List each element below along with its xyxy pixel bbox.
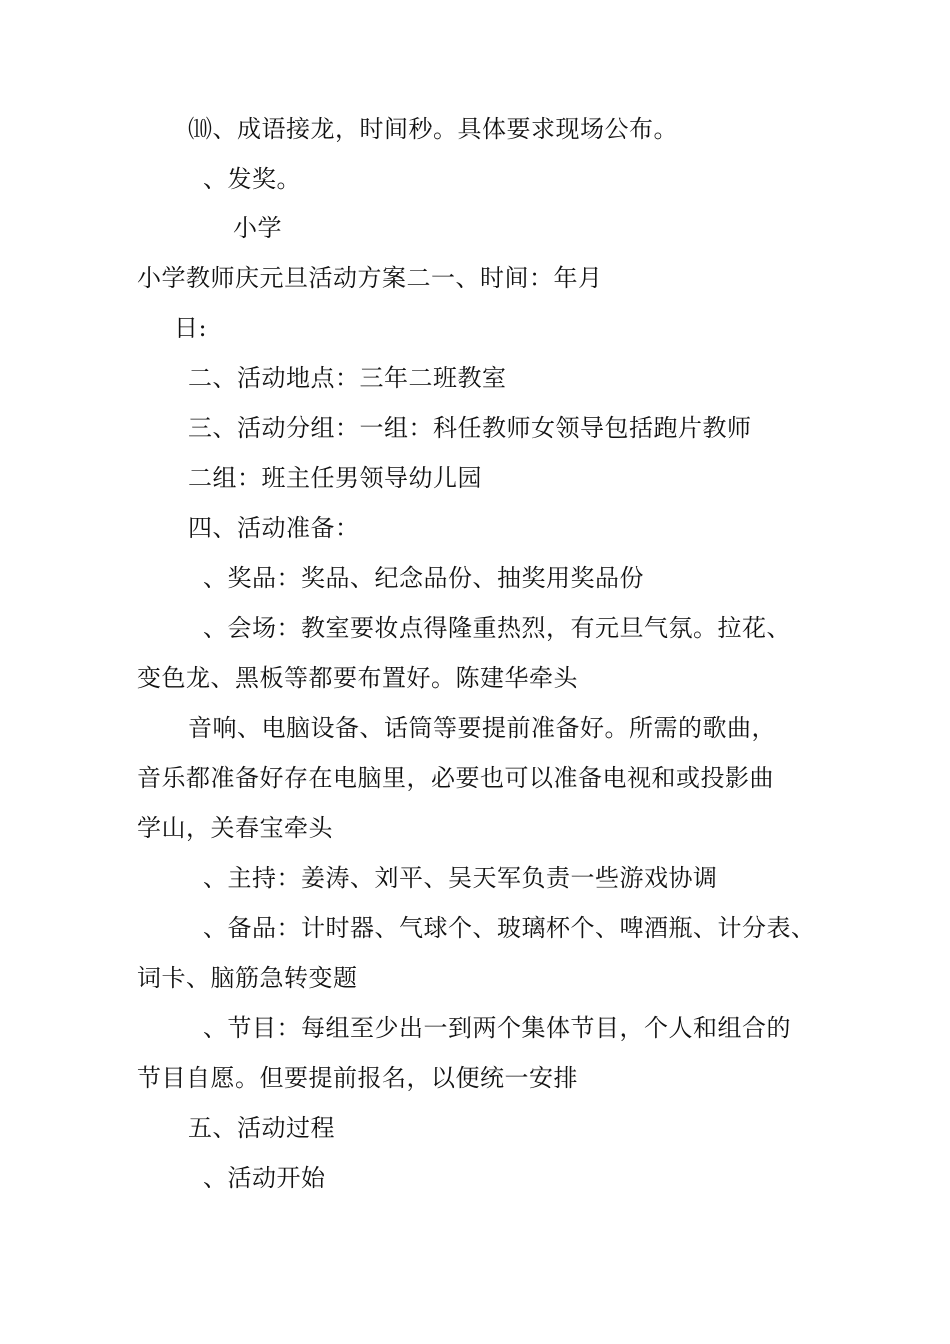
text-line-idiom-game: ⑽、成语接龙，时间秒。具体要求现场公布。 bbox=[188, 115, 678, 143]
text-line-preparation-heading: 四、活动准备： bbox=[188, 514, 360, 542]
text-line-audio-owner: 学山，关春宝牵头 bbox=[137, 814, 333, 842]
text-line-day: 日: bbox=[174, 314, 208, 342]
text-line-awards: 、发奖。 bbox=[203, 165, 301, 193]
text-line-prizes: 、奖品：奖品、纪念品份、抽奖用奖品份 bbox=[203, 564, 644, 592]
text-line-activity-start: 、活动开始 bbox=[203, 1164, 326, 1192]
text-line-audio: 音响、电脑设备、话筒等要提前准备好。所需的歌曲， bbox=[188, 714, 776, 742]
text-line-audio-cont: 音乐都准备好存在电脑里，必要也可以准备电视和或投影曲 bbox=[137, 764, 774, 792]
text-line-plan-title: 小学教师庆元旦活动方案二一、时间：年月 bbox=[137, 264, 603, 292]
text-line-venue: 、会场：教室要妆点得隆重热烈，有元旦气氛。拉花、 bbox=[203, 614, 791, 642]
text-line-programs: 、节目：每组至少出一到两个集体节目，个人和组合的 bbox=[203, 1014, 791, 1042]
text-line-location: 二、活动地点：三年二班教室 bbox=[188, 364, 507, 392]
text-line-primary-school: 小学 bbox=[233, 214, 282, 242]
text-line-programs-cont: 节目自愿。但要提前报名，以便统一安排 bbox=[137, 1064, 578, 1092]
text-line-hosts: 、主持：姜涛、刘平、吴天军负责一些游戏协调 bbox=[203, 864, 718, 892]
text-line-group-two: 二组：班主任男领导幼儿园 bbox=[188, 464, 482, 492]
text-line-supplies: 、备品：计时器、气球个、玻璃杯个、啤酒瓶、计分表、 bbox=[203, 914, 816, 942]
text-line-groups: 三、活动分组：一组：科任教师女领导包括跑片教师 bbox=[188, 414, 752, 442]
text-line-process-heading: 五、活动过程 bbox=[188, 1114, 335, 1142]
text-line-supplies-cont: 词卡、脑筋急转变题 bbox=[137, 964, 358, 992]
text-line-venue-cont: 变色龙、黑板等都要布置好。陈建华牵头 bbox=[137, 664, 578, 692]
